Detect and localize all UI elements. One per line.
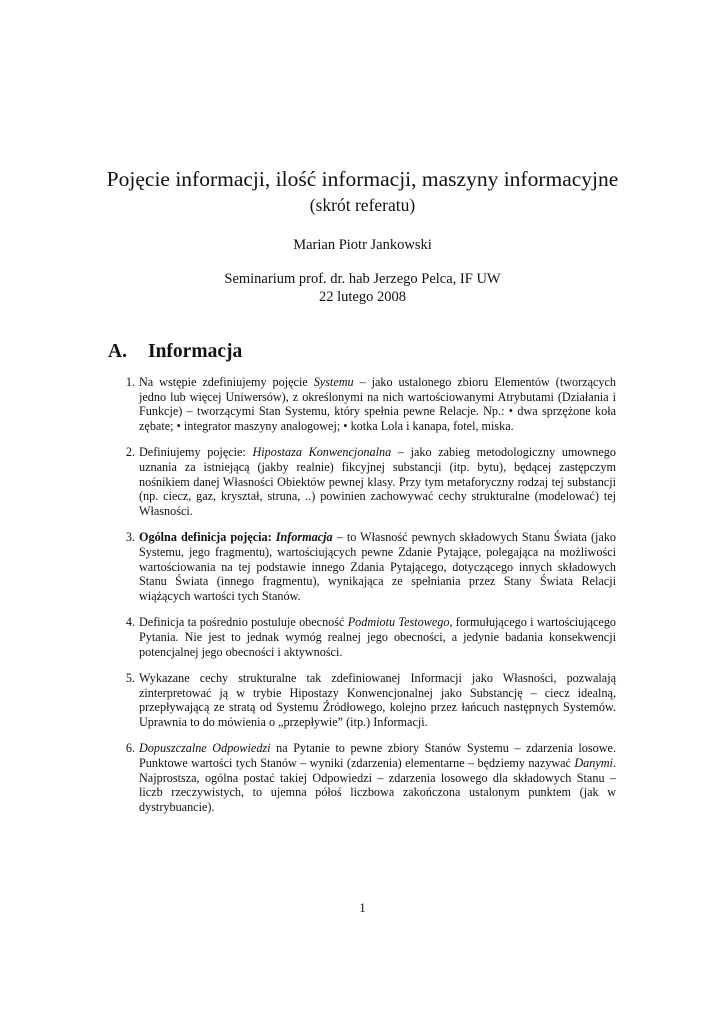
list-item-number: 1. bbox=[125, 375, 135, 389]
item-text: Na wstępie zdefiniujemy pojęcie bbox=[139, 375, 314, 389]
item-term: Informacja bbox=[275, 530, 333, 545]
section-number: A. bbox=[108, 341, 127, 362]
item-bold-lead: Ogólna definicja pojęcia: bbox=[139, 530, 276, 545]
item-term: Dopuszczalne Odpowiedzi bbox=[139, 741, 271, 756]
paper-date: 22 lutego 2008 bbox=[319, 289, 406, 305]
item-text: Wykazane cechy strukturalne tak zdefiniowanej Informacji jako Własności, pozwalają zinterpretować ją w trybie Hipostazy Konwencjonalnej jako Substancję – ciecz idealną, przepływającą ze stratą od Systemu Źródłowego, kolejno przez łańcuch następnych Systemów. Uprawnia to do mówienia o „przepływie” (itp.) Informacji. bbox=[139, 671, 616, 729]
item-text: , formułującego i wartościującego Pytania. Nie jest to jednak wymóg realnej jego obecności, a jedynie badania konsekwencji potencjalnej jego obecności i aktywności. bbox=[139, 615, 617, 659]
list-item bbox=[119, 375, 616, 433]
affiliation: Seminarium prof. dr. hab Jerzego Pelca, IF UW bbox=[224, 271, 501, 287]
list-item bbox=[119, 615, 616, 659]
list-item-number: 5. bbox=[125, 671, 135, 686]
paper-title: Pojęcie informacji, ilość informacji, maszyny informacyjne bbox=[106, 167, 619, 191]
item-text: Definicja ta pośrednio postuluje obecność bbox=[139, 615, 348, 630]
item-term: Podmiotu Testowego bbox=[347, 615, 450, 630]
section-heading bbox=[108, 340, 242, 364]
item-text: . Najprostsza, ogólna postać takiej Odpowiedzi – zdarzenia losowego dla składowych Stanu – liczb rzeczywistych, to ujemna półoś liczbowa zakończona ustalonym punktem (jak w dystrybuancie). bbox=[139, 756, 616, 814]
item-text: Definiujemy pojęcie: bbox=[139, 445, 253, 460]
list-item bbox=[119, 671, 616, 729]
item-text: – jako ustalonego zbioru Elementów (tworzących jedno lub więcej Uniwersów), z określonymi na nich wartościowanymi Atrybutami (Działania i Funkcje) – tworzącymi Stan Systemu, który spełnia pewne Relacje. Np.: • dwa sprzężone koła zębate; • integrator maszyny analogowej; • kotka Lola i kanapa, fotel, miska. bbox=[139, 375, 616, 433]
list-item bbox=[119, 530, 616, 603]
list-item-number: 4. bbox=[125, 615, 135, 630]
paper-subtitle: (skrót referatu) bbox=[309, 195, 416, 215]
author-name: Marian Piotr Jankowski bbox=[293, 237, 432, 253]
list-item-number: 2. bbox=[125, 445, 135, 460]
item-term: Systemu bbox=[313, 375, 354, 389]
definition-list bbox=[119, 375, 616, 814]
item-term: Danymi bbox=[574, 756, 613, 771]
list-item-number: 6. bbox=[125, 741, 135, 756]
item-term: Hipostaza Konwencjonalna bbox=[252, 445, 392, 460]
page-number: 1 bbox=[359, 901, 366, 915]
list-item-number: 3. bbox=[125, 530, 135, 545]
item-text: – to Własność pewnych składowych Stanu Świata (jako Systemu, jego fragmentu), wartościujących pewne Zdanie Pytające, polegająca na możliwości wartościowania na tej podstawie innego Zdania Pytającego, dotyczącego innych składowych Stanu Świata (innego fragmentu), wynikająca ze spełniania przez Stany Świata Relacji wiążących wartości tych Stanów. bbox=[139, 530, 617, 603]
list-item bbox=[119, 741, 616, 814]
section-title: Informacja bbox=[148, 341, 243, 362]
item-text: – jako zabieg metodologiczny umownego uznania za istniejącą (jakby realnie) fikcyjnej substancji (itp. bytu), będącej zastępczym nośnikiem danej Własności Obiektów pewnej klasy. Przy tym metaforyczny rodzaj tej substancji (np. ciecz, gaz, kryształ, struna, ..) powinien zachowywać cechy strukturalne (modelować) tej Własności. bbox=[139, 445, 616, 518]
item-text: na Pytanie to pewne zbiory Stanów Systemu – zdarzenia losowe. Punktowe wartości tych Stanów – wyniki (zdarzenia) elementarne – będziemy nazywać bbox=[139, 741, 616, 771]
list-item bbox=[119, 445, 616, 518]
